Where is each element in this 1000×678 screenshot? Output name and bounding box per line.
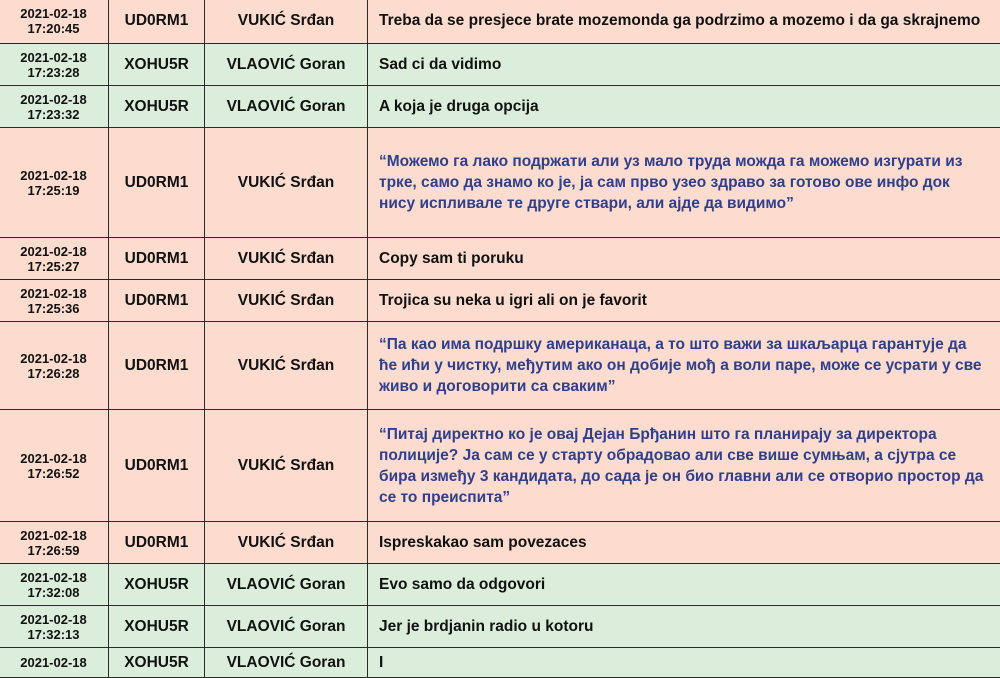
sender-name: VUKIĆ Srđan xyxy=(238,250,334,267)
message-text: A koja je druga opcija xyxy=(379,98,539,115)
message-text: Evo samo da odgovori xyxy=(379,576,545,593)
sender-id: UD0RM1 xyxy=(125,457,189,474)
message-text: “Питај директно ко је овај Дејан Брђанин што га планирају за директора полиције? Ја сам се у старту обрадовао али све више сумњам, а сјутра се бира између 3 кандидата, до сада је он био главни али се отворио простор да се то преиспита” xyxy=(379,426,983,506)
table-row xyxy=(0,86,1000,128)
message-time: 17:32:13 xyxy=(27,627,79,642)
timestamp-cell xyxy=(0,606,109,648)
message-time: 17:26:28 xyxy=(27,366,79,381)
sender-name: VUKIĆ Srđan xyxy=(238,457,334,474)
sender-id: UD0RM1 xyxy=(125,250,189,267)
sender-name-cell xyxy=(205,410,368,522)
table-row xyxy=(0,606,1000,648)
message-cell xyxy=(368,564,1000,606)
message-date: 2021-02-18 xyxy=(20,655,87,670)
sender-name-cell xyxy=(205,238,368,280)
timestamp-cell xyxy=(0,86,109,128)
message-cell xyxy=(368,322,1000,410)
message-cell xyxy=(368,280,1000,322)
table-row xyxy=(0,522,1000,564)
sender-name-cell xyxy=(205,128,368,238)
message-text: Ispreskakao sam povezaces xyxy=(379,534,587,551)
message-date: 2021-02-18 xyxy=(20,244,87,259)
sender-id-cell xyxy=(109,0,205,44)
timestamp-cell xyxy=(0,0,109,44)
sender-id: XOHU5R xyxy=(124,654,189,671)
timestamp-cell xyxy=(0,128,109,238)
message-text: I xyxy=(379,654,383,671)
message-cell xyxy=(368,44,1000,86)
sender-name: VLAOVIĆ Goran xyxy=(227,654,346,671)
sender-id: XOHU5R xyxy=(124,98,189,115)
table-row xyxy=(0,410,1000,522)
sender-name: VLAOVIĆ Goran xyxy=(227,618,346,635)
sender-id: UD0RM1 xyxy=(125,357,189,374)
sender-name: VUKIĆ Srđan xyxy=(238,292,334,309)
sender-name: VUKIĆ Srđan xyxy=(238,357,334,374)
message-cell xyxy=(368,86,1000,128)
table-row xyxy=(0,238,1000,280)
sender-name: VUKIĆ Srđan xyxy=(238,534,334,551)
message-time: 17:32:08 xyxy=(27,585,79,600)
message-time: 17:23:32 xyxy=(27,107,79,122)
message-cell xyxy=(368,648,1000,678)
sender-name: VLAOVIĆ Goran xyxy=(227,576,346,593)
table-row xyxy=(0,564,1000,606)
timestamp-cell xyxy=(0,648,109,678)
message-date: 2021-02-18 xyxy=(20,92,87,107)
timestamp-cell xyxy=(0,564,109,606)
sender-id-cell xyxy=(109,280,205,322)
table-row xyxy=(0,648,1000,678)
message-date: 2021-02-18 xyxy=(20,286,87,301)
table-row xyxy=(0,128,1000,238)
message-text: Sad ci da vidimo xyxy=(379,56,501,73)
sender-id: XOHU5R xyxy=(124,618,189,635)
message-time: 17:25:19 xyxy=(27,183,79,198)
sender-name: VLAOVIĆ Goran xyxy=(227,56,346,73)
message-date: 2021-02-18 xyxy=(20,570,87,585)
message-date: 2021-02-18 xyxy=(20,451,87,466)
message-text: “Можемо га лако подржати али уз мало труда можда га можемо изгурати из трке, само да знамо ко је, ја сам прво узео здраво за готово ове инфо док нису испливале те друге ствари, али ајде да видимо” xyxy=(379,153,962,212)
sender-id: UD0RM1 xyxy=(125,534,189,551)
sender-id-cell xyxy=(109,322,205,410)
timestamp-cell xyxy=(0,280,109,322)
timestamp-cell xyxy=(0,410,109,522)
message-date: 2021-02-18 xyxy=(20,528,87,543)
message-cell xyxy=(368,522,1000,564)
message-text: Trojica su neka u igri ali on je favorit xyxy=(379,292,647,309)
sender-id: XOHU5R xyxy=(124,56,189,73)
sender-id-cell xyxy=(109,522,205,564)
message-date: 2021-02-18 xyxy=(20,351,87,366)
table-row xyxy=(0,44,1000,86)
timestamp-cell xyxy=(0,238,109,280)
sender-name: VLAOVIĆ Goran xyxy=(227,98,346,115)
message-time: 17:20:45 xyxy=(27,21,79,36)
message-text: “Па као има подршку американаца, а то што важи за шкаљарца гарантује да ће ићи у чистку, међутим ако он добије мођ а воли паре, може се усрати у све живо и договорити са сваким” xyxy=(379,336,982,395)
sender-id-cell xyxy=(109,606,205,648)
message-time: 17:23:28 xyxy=(27,65,79,80)
message-cell xyxy=(368,238,1000,280)
message-text: Jer je brdjanin radio u kotoru xyxy=(379,618,593,635)
table-row xyxy=(0,0,1000,44)
message-date: 2021-02-18 xyxy=(20,612,87,627)
timestamp-cell xyxy=(0,522,109,564)
sender-name-cell xyxy=(205,0,368,44)
message-cell xyxy=(368,0,1000,44)
message-time: 17:25:36 xyxy=(27,301,79,316)
timestamp-cell xyxy=(0,322,109,410)
sender-id-cell xyxy=(109,410,205,522)
sender-name: VUKIĆ Srđan xyxy=(238,174,334,191)
message-time: 17:26:59 xyxy=(27,543,79,558)
message-time: 17:25:27 xyxy=(27,259,79,274)
sender-id-cell xyxy=(109,44,205,86)
sender-id: UD0RM1 xyxy=(125,174,189,191)
table-row xyxy=(0,280,1000,322)
sender-id: UD0RM1 xyxy=(125,12,189,29)
message-cell xyxy=(368,128,1000,238)
sender-name-cell xyxy=(205,522,368,564)
message-time: 17:26:52 xyxy=(27,466,79,481)
sender-name-cell xyxy=(205,280,368,322)
sender-id-cell xyxy=(109,564,205,606)
message-cell xyxy=(368,606,1000,648)
timestamp-cell xyxy=(0,44,109,86)
sender-name-cell xyxy=(205,322,368,410)
table-row xyxy=(0,322,1000,410)
message-date: 2021-02-18 xyxy=(20,6,87,21)
sender-name-cell xyxy=(205,606,368,648)
sender-id-cell xyxy=(109,238,205,280)
sender-name-cell xyxy=(205,648,368,678)
message-date: 2021-02-18 xyxy=(20,50,87,65)
message-cell xyxy=(368,410,1000,522)
sender-name-cell xyxy=(205,44,368,86)
sender-id: XOHU5R xyxy=(124,576,189,593)
sender-name: VUKIĆ Srđan xyxy=(238,12,334,29)
message-text: Treba da se presjece brate mozemonda ga podrzimo a mozemo i da ga skrajnemo xyxy=(379,12,980,29)
sender-id-cell xyxy=(109,648,205,678)
sender-name-cell xyxy=(205,86,368,128)
message-text: Copy sam ti poruku xyxy=(379,250,524,267)
message-date: 2021-02-18 xyxy=(20,168,87,183)
sender-id-cell xyxy=(109,86,205,128)
sender-id-cell xyxy=(109,128,205,238)
sender-id: UD0RM1 xyxy=(125,292,189,309)
sender-name-cell xyxy=(205,564,368,606)
